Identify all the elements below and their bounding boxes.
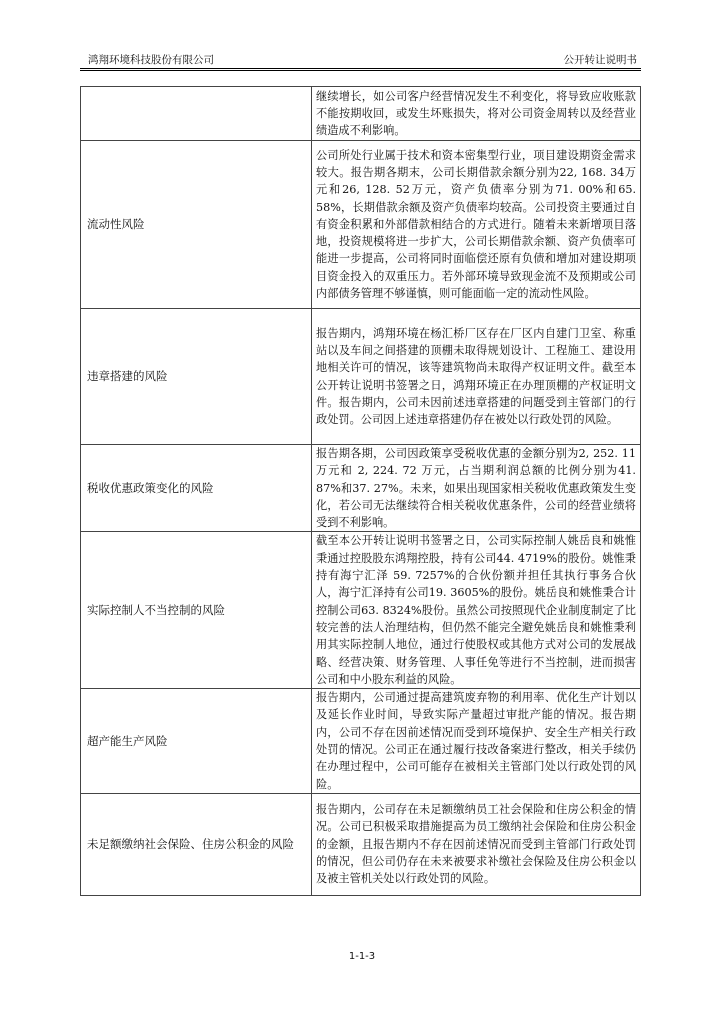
table-row — [81, 793, 641, 895]
risk-name: 违章搭建的风险 — [81, 309, 312, 445]
risk-name — [81, 87, 312, 141]
risk-name: 未足额缴纳社会保险、住房公积金的风险 — [81, 793, 312, 895]
risk-description: 报告期内，鸿翔环境在杨汇桥厂区存在厂区内自建门卫室、称重站以及车间之间搭建的顶棚未取得规划设计、工程施工、建设用地相关许可的情况，该等建筑物尚未取得产权证明文件。截至本公开转让说明书签署之日，鸿翔环境正在办理顶棚的产权证明文件。报告期内，公司未因前述违章搭建的问题受到主管部门的行政处罚。公司因上述违章搭建仍存在被处以行政处罚的风险。 — [312, 309, 641, 445]
risk-table — [80, 86, 641, 896]
page-header — [80, 50, 641, 69]
risk-name: 流动性风险 — [81, 141, 312, 309]
table-row — [81, 689, 641, 794]
table-row — [81, 309, 641, 445]
table-row — [81, 445, 641, 532]
table-row — [81, 532, 641, 689]
document-title: 公开转让说明书 — [563, 54, 637, 66]
risk-description: 报告期各期，公司因政策享受税收优惠的金额分别为2, 252. 11 万元和 2, 224. 72 万元，占当期利润总额的比例分别为41. 87%和37. 27%。未来，如果出现国家相关税收优惠政策发生变化，若公司无法继续符合相关税收优惠条件，公司的经营业绩将受到不利影响。 — [312, 445, 641, 532]
company-name: 鸿翔环境科技股份有限公司 — [88, 54, 214, 66]
table-row — [81, 87, 641, 141]
page-number: 1-1-3 — [348, 951, 376, 962]
risk-description: 公司所处行业属于技术和资本密集型行业，项目建设期资金需求较大。报告期各期末，公司长期借款余额分别为22, 168. 34万元和26, 128. 52万元，资产负债率分别为71. 00%和65. 58%，长期借款余额及资产负债率均较高。公司投资主要通过自有资金积累和外部借款相结合的方式进行。随着未来新增项目落地，投资规模将进一步扩大，公司长期借款余额、资产负债率可能进一步提高，公司将同时面临偿还原有负债和增加对建设期项目资金投入的双重压力。若外部环境导致现金流不及预期或公司内部债务管理不够谨慎，则可能面临一定的流动性风险。 — [312, 141, 641, 309]
risk-description: 继续增长，如公司客户经营情况发生不利变化，将导致应收账款不能按期收回，或发生坏账损失，将对公司资金周转以及经营业绩造成不利影响。 — [312, 87, 641, 141]
table-row — [81, 141, 641, 309]
risk-description: 截至本公开转让说明书签署之日，公司实际控制人姚岳良和姚惟秉通过控股股东鸿翔控股，持有公司44. 4719%的股份。姚惟秉持有海宁汇泽 59. 7257%的合伙份额并担任其执行事务合伙人，海宁汇泽持有公司19. 3605%的股份。姚岳良和姚惟秉合计控制公司63. 8324%股份。虽然公司按照现代企业制度制定了比较完善的法人治理结构，但仍然不能完全避免姚岳良和姚惟秉利用其实际控制人地位，通过行使股权或其他方式对公司的发展战略、经营决策、财务管理、人事任免等进行不当控制，进而损害公司和中小股东利益的风险。 — [312, 532, 641, 689]
risk-name: 实际控制人不当控制的风险 — [81, 532, 312, 689]
risk-name: 超产能生产风险 — [81, 689, 312, 794]
risk-description: 报告期内，公司存在未足额缴纳员工社会保险和住房公积金的情况。公司已积极采取措施提高为员工缴纳社会保险和住房公积金的金额，且报告期内不存在因前述情况而受到主管部门行政处罚的情况，但公司仍存在未来被要求补缴社会保险及住房公积金以及被主管机关处以行政处罚的风险。 — [312, 793, 641, 895]
risk-name: 税收优惠政策变化的风险 — [81, 445, 312, 532]
risk-description: 报告期内，公司通过提高建筑废弃物的利用率、优化生产计划以及延长作业时间，导致实际产量超过审批产能的情况。报告期内，公司不存在因前述情况而受到环境保护、安全生产相关行政处罚的情况。公司正在通过履行技改备案进行整改，相关手续仍在办理过程中，公司可能存在被相关主管部门处以行政处罚的风险。 — [312, 689, 641, 794]
